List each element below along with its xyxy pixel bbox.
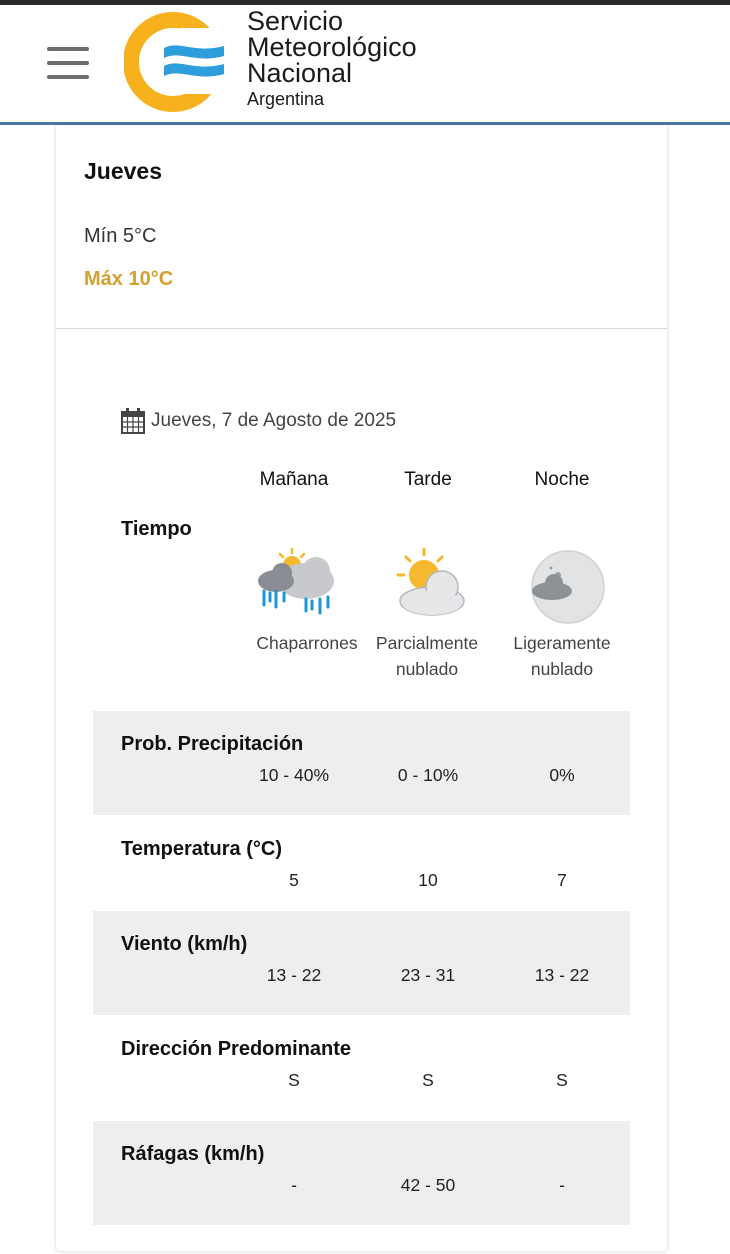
forecast-card bbox=[56, 125, 667, 1251]
menu-icon[interactable] bbox=[47, 47, 89, 81]
site-header bbox=[0, 5, 730, 125]
value-morning: S bbox=[288, 1070, 300, 1090]
brand-line-1: Servicio bbox=[247, 6, 344, 36]
tiempo-label: Tiempo bbox=[121, 518, 192, 540]
smn-logo[interactable] bbox=[124, 10, 224, 112]
condition-night bbox=[497, 630, 627, 682]
value-afternoon: S bbox=[422, 1070, 434, 1090]
row-direction bbox=[93, 1016, 630, 1120]
forecast-date-text: Jueves, 7 de Agosto de 2025 bbox=[151, 410, 397, 431]
period-morning: Mañana bbox=[259, 469, 329, 490]
row-label: Temperatura (°C) bbox=[121, 838, 282, 860]
max-temp: Máx 10°C bbox=[84, 268, 174, 290]
value-afternoon: 23 - 31 bbox=[400, 965, 456, 985]
value-night: 13 - 22 bbox=[534, 965, 590, 985]
min-temp: Mín 5°C bbox=[84, 225, 157, 247]
row-label: Dirección Predominante bbox=[121, 1038, 352, 1060]
value-night: 0% bbox=[549, 765, 575, 785]
night-slightly-cloudy-icon bbox=[522, 545, 612, 625]
brand-name bbox=[247, 8, 417, 108]
row-label: Ráfagas (km/h) bbox=[121, 1143, 265, 1165]
brand-line-4: Argentina bbox=[247, 89, 325, 109]
value-night: 7 bbox=[557, 870, 567, 890]
condition-morning-text: Chaparrones bbox=[256, 633, 358, 653]
forecast-date bbox=[121, 408, 396, 434]
value-morning: 13 - 22 bbox=[266, 965, 322, 985]
value-afternoon: 42 - 50 bbox=[400, 1175, 456, 1195]
condition-afternoon-line1: Parcialmente bbox=[375, 633, 479, 653]
row-gusts bbox=[93, 1121, 630, 1225]
brand-line-3: Nacional bbox=[247, 58, 353, 88]
value-night: - bbox=[559, 1175, 565, 1195]
period-afternoon: Tarde bbox=[404, 469, 452, 490]
rain-showers-icon bbox=[254, 545, 344, 625]
value-morning: 10 - 40% bbox=[258, 765, 330, 785]
value-afternoon: 10 bbox=[418, 870, 438, 890]
row-temperature bbox=[93, 816, 630, 920]
period-night: Noche bbox=[534, 469, 590, 490]
value-night: S bbox=[556, 1070, 568, 1090]
condition-afternoon bbox=[362, 630, 492, 682]
row-label: Viento (km/h) bbox=[121, 933, 248, 955]
row-wind bbox=[93, 911, 630, 1015]
condition-afternoon-line2: nublado bbox=[395, 659, 459, 679]
day-title: Jueves bbox=[84, 158, 163, 184]
condition-night-line2: nublado bbox=[530, 659, 594, 679]
value-morning: 5 bbox=[289, 870, 299, 890]
brand-line-2: Meteorológico bbox=[247, 32, 417, 62]
partly-cloudy-icon bbox=[388, 545, 478, 625]
value-morning: - bbox=[291, 1175, 297, 1195]
condition-night-line1: Ligeramente bbox=[513, 633, 611, 653]
row-precip bbox=[93, 711, 630, 815]
value-afternoon: 0 - 10% bbox=[397, 765, 459, 785]
calendar-icon bbox=[121, 408, 145, 434]
condition-morning bbox=[242, 630, 372, 656]
row-label: Prob. Precipitación bbox=[121, 733, 304, 755]
day-summary[interactable] bbox=[56, 125, 667, 329]
